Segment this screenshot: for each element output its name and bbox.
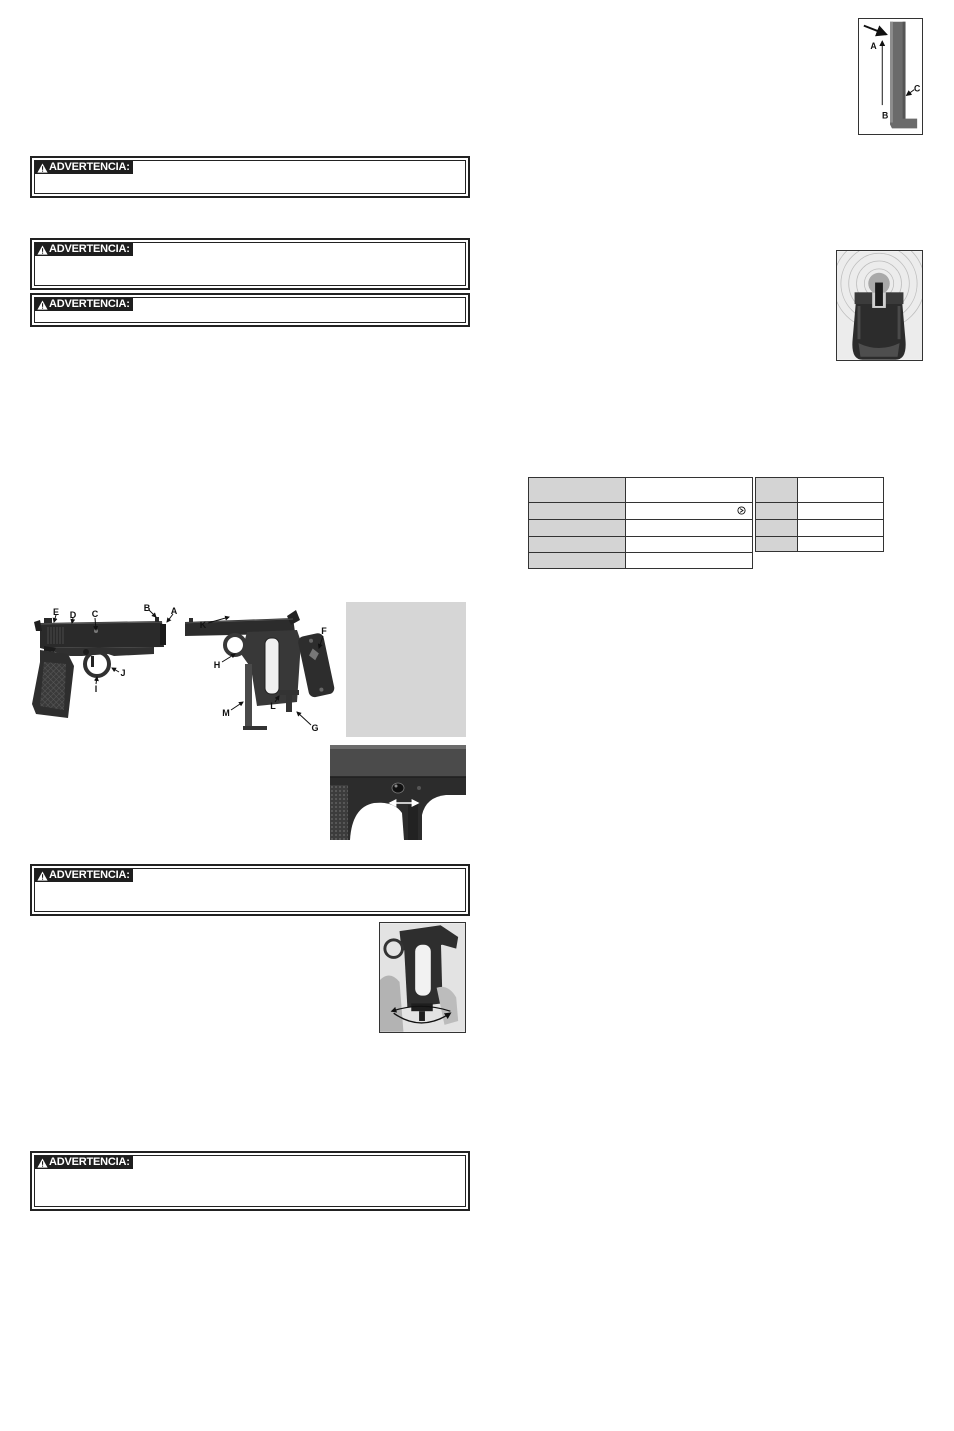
grip-checkering (330, 785, 348, 840)
safety-button (392, 783, 404, 793)
table-cell (798, 537, 884, 552)
warning-box-1 (30, 156, 470, 198)
label-i: I (94, 684, 98, 694)
grip-panel (297, 632, 335, 698)
label-b: B (143, 603, 151, 613)
grip-rotation-figure (379, 922, 466, 1033)
grip (32, 650, 74, 718)
slide (330, 745, 466, 777)
slide-stop (83, 649, 89, 655)
warning-box-inner (34, 297, 466, 323)
warning-box-2 (30, 238, 470, 290)
magazine-figure (858, 18, 923, 135)
warning-box-4 (30, 864, 470, 916)
table-row (756, 520, 884, 537)
warning-label (35, 243, 133, 256)
warning-label-text: ADVERTENCIA: (49, 161, 130, 173)
table-cell (529, 503, 626, 520)
label-e: E (52, 607, 60, 617)
pistol-parts-figure (183, 598, 343, 734)
label-a: A (170, 606, 178, 616)
magazine-well (415, 945, 431, 996)
table-cell (798, 478, 884, 503)
safety-figure (330, 745, 466, 840)
label-c: C (914, 83, 921, 94)
label-g: G (311, 723, 319, 733)
table-cell (529, 478, 626, 503)
table-row (756, 503, 884, 520)
label-l: L (270, 701, 276, 711)
warning-label (35, 161, 133, 174)
table-cell (626, 478, 753, 503)
warning-icon (37, 245, 48, 255)
warning-icon (37, 1158, 48, 1168)
warning-icon (37, 163, 48, 173)
grip-rotation-drawing (380, 923, 465, 1032)
table-cell (529, 520, 626, 537)
spec-table-right (755, 477, 884, 552)
table-cell (626, 520, 753, 537)
table-row (529, 537, 753, 553)
table-cell (626, 553, 753, 569)
table-row (756, 478, 884, 503)
pistol-rear-view (852, 283, 905, 360)
label-a: A (870, 40, 877, 51)
pistol-parts-drawing (183, 598, 343, 734)
pin (417, 786, 421, 790)
magazine-drawing (859, 19, 922, 134)
sight-picture-figure (836, 250, 923, 361)
sight-picture-drawing (837, 251, 922, 360)
label-g-arrow (297, 712, 311, 725)
hammer (34, 620, 42, 631)
label-j-arrow (112, 668, 119, 672)
pistol-side-drawing (28, 600, 180, 722)
table-cell (626, 503, 753, 520)
pistol-side-figure (28, 600, 180, 722)
table-cell (529, 537, 626, 553)
warning-label-text: ADVERTENCIA: (49, 298, 130, 310)
table-cell (756, 503, 798, 520)
label-d: D (69, 610, 77, 620)
warning-label-text: ADVERTENCIA: (49, 243, 130, 255)
warning-label (35, 869, 133, 882)
warning-label (35, 1156, 133, 1169)
table-cell (756, 537, 798, 552)
table-cell (529, 553, 626, 569)
warning-label-text: ADVERTENCIA: (49, 869, 130, 881)
gray-note-panel (346, 602, 466, 737)
spec-table-left (528, 477, 753, 569)
table-row (756, 537, 884, 552)
table-cell (756, 478, 798, 503)
label-j: J (120, 668, 126, 678)
warning-box-inner (34, 1155, 466, 1207)
label-f: F (321, 626, 327, 636)
warning-box-5 (30, 1151, 470, 1211)
trigger-guard (85, 652, 109, 676)
label-h-arrow (222, 654, 235, 662)
magazine-body (890, 22, 917, 129)
label-m: M (222, 708, 230, 718)
trigger (91, 656, 94, 667)
warning-label (35, 298, 133, 311)
warning-icon (37, 300, 48, 310)
warning-icon (37, 871, 48, 881)
slide (40, 617, 166, 648)
label-c: C (91, 609, 99, 619)
table-cell (626, 537, 753, 553)
table-cell (798, 520, 884, 537)
label-k: K (199, 620, 207, 630)
label-h: H (213, 660, 221, 670)
warning-box-inner (34, 868, 466, 912)
warning-label-text: ADVERTENCIA: (49, 1156, 130, 1168)
table-row (529, 478, 753, 503)
table-row (529, 520, 753, 537)
safety-drawing (330, 745, 466, 840)
table-cell (798, 503, 884, 520)
magazine-well (265, 638, 279, 694)
warning-box-3 (30, 293, 470, 327)
table-cell (756, 520, 798, 537)
circle-arrow-icon (737, 506, 746, 515)
trigger (408, 805, 418, 840)
warning-box-inner (34, 242, 466, 286)
table-row (529, 503, 753, 520)
table-row (529, 553, 753, 569)
label-i-arrow (96, 677, 97, 684)
warning-box-inner (34, 160, 466, 194)
label-m-arrow (231, 702, 243, 710)
label-b: B (882, 110, 889, 121)
follower-arrow (864, 26, 886, 35)
